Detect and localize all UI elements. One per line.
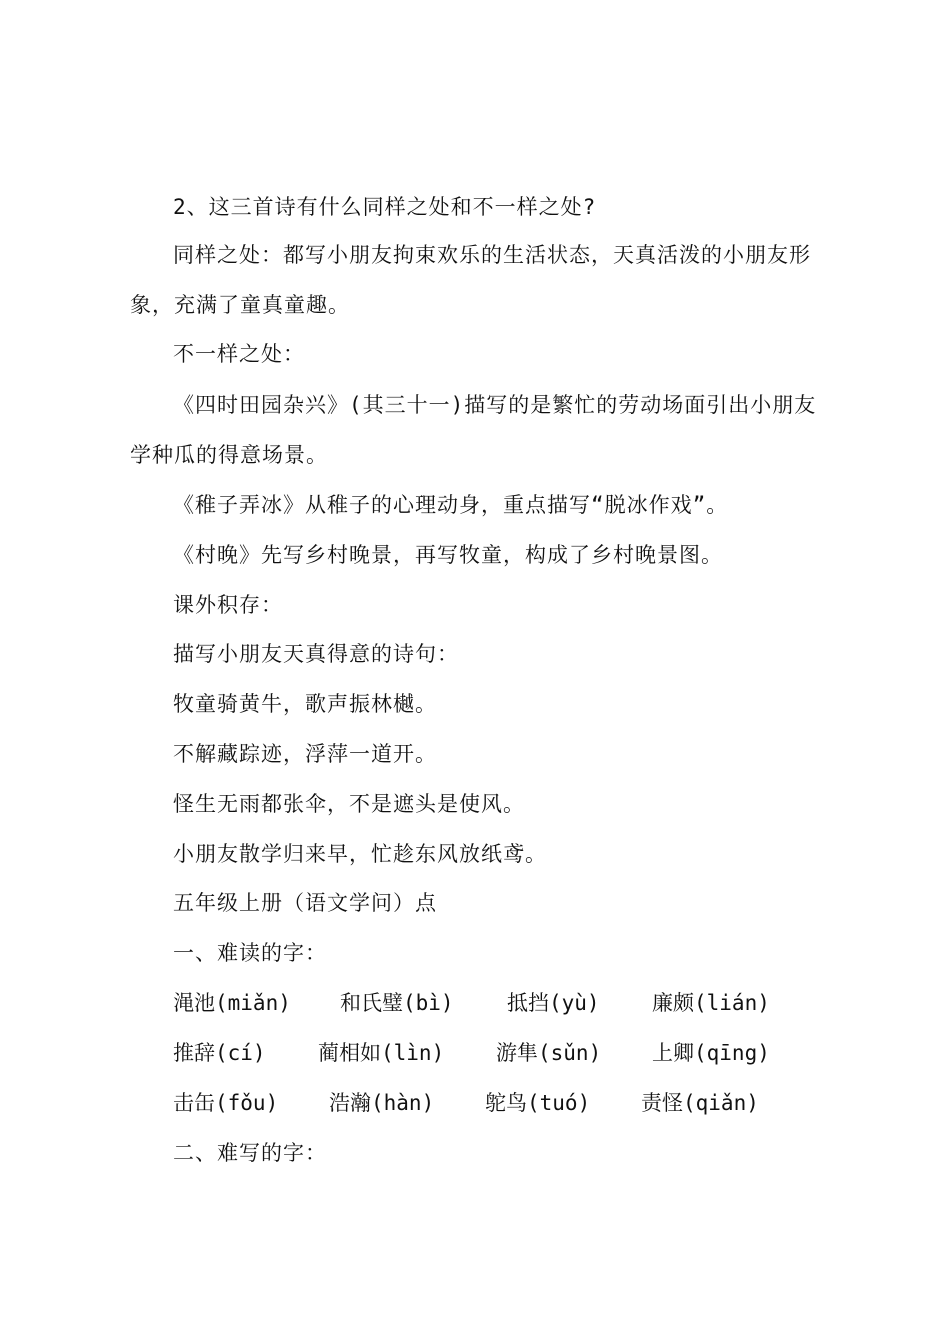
pinyin-item: 和氏璧(bì) [340, 991, 454, 1015]
pinyin-item: 蔺相如(lìn) [318, 1041, 445, 1065]
similarity-line-1: 同样之处：都写小朋友拘束欢乐的生活状态，天真活泼的小朋友形 [173, 243, 811, 267]
hard-write-heading: 二、难写的字： [173, 1141, 327, 1165]
extra-subheading: 描写小朋友天真得意的诗句： [173, 642, 459, 666]
pinyin-item: 游隼(sǔn) [496, 1041, 602, 1065]
verse-2: 不解藏踪迹，浮萍一道开。 [173, 742, 437, 766]
pinyin-item: 浩瀚(hàn) [329, 1091, 435, 1115]
pinyin-item: 上卿(qīng) [652, 1041, 770, 1065]
poem2-line: 《稚子弄冰》从稚子的心理动身，重点描写“脱冰作戏”。 [173, 493, 729, 517]
pinyin-row-1 [0, 989, 950, 1017]
verse-3: 怪生无雨都张伞，不是遮头是使风。 [173, 792, 525, 816]
poem1-line-2: 学种瓜的得意场景。 [130, 443, 328, 467]
pinyin-row-3 [0, 1089, 950, 1117]
extra-heading: 课外积存： [173, 593, 283, 617]
pinyin-row-2 [0, 1039, 950, 1067]
poem3-line: 《村晚》先写乡村晚景，再写牧童，构成了乡村晚景图。 [173, 543, 723, 567]
pinyin-item: 击缶(fǒu) [173, 1091, 279, 1115]
similarity-line-2: 象，充满了童真童趣。 [130, 293, 350, 317]
verse-4: 小朋友散学归来早，忙趁东风放纸鸢。 [173, 842, 547, 866]
pinyin-item: 廉颇(lián) [652, 991, 770, 1015]
pinyin-item: 渑池(miǎn) [173, 991, 291, 1015]
question-2: 2、这三首诗有什么同样之处和不一样之处? [173, 195, 597, 219]
poem1-line-1: 《四时田园杂兴》(其三十一)描写的是繁忙的劳动场面引出小朋友 [173, 393, 817, 417]
pinyin-item: 鸵鸟(tuó) [485, 1091, 591, 1115]
pinyin-item: 责怪(qiǎn) [641, 1091, 759, 1115]
hard-read-heading: 一、难读的字： [173, 941, 327, 965]
verse-1: 牧童骑黄牛，歌声振林樾。 [173, 692, 437, 716]
pinyin-item: 抵挡(yù) [507, 991, 600, 1015]
pinyin-item: 推辞(cí) [173, 1041, 266, 1065]
difference-heading: 不一样之处： [173, 342, 305, 366]
grade-heading: 五年级上册（语文学问）点 [173, 891, 437, 915]
